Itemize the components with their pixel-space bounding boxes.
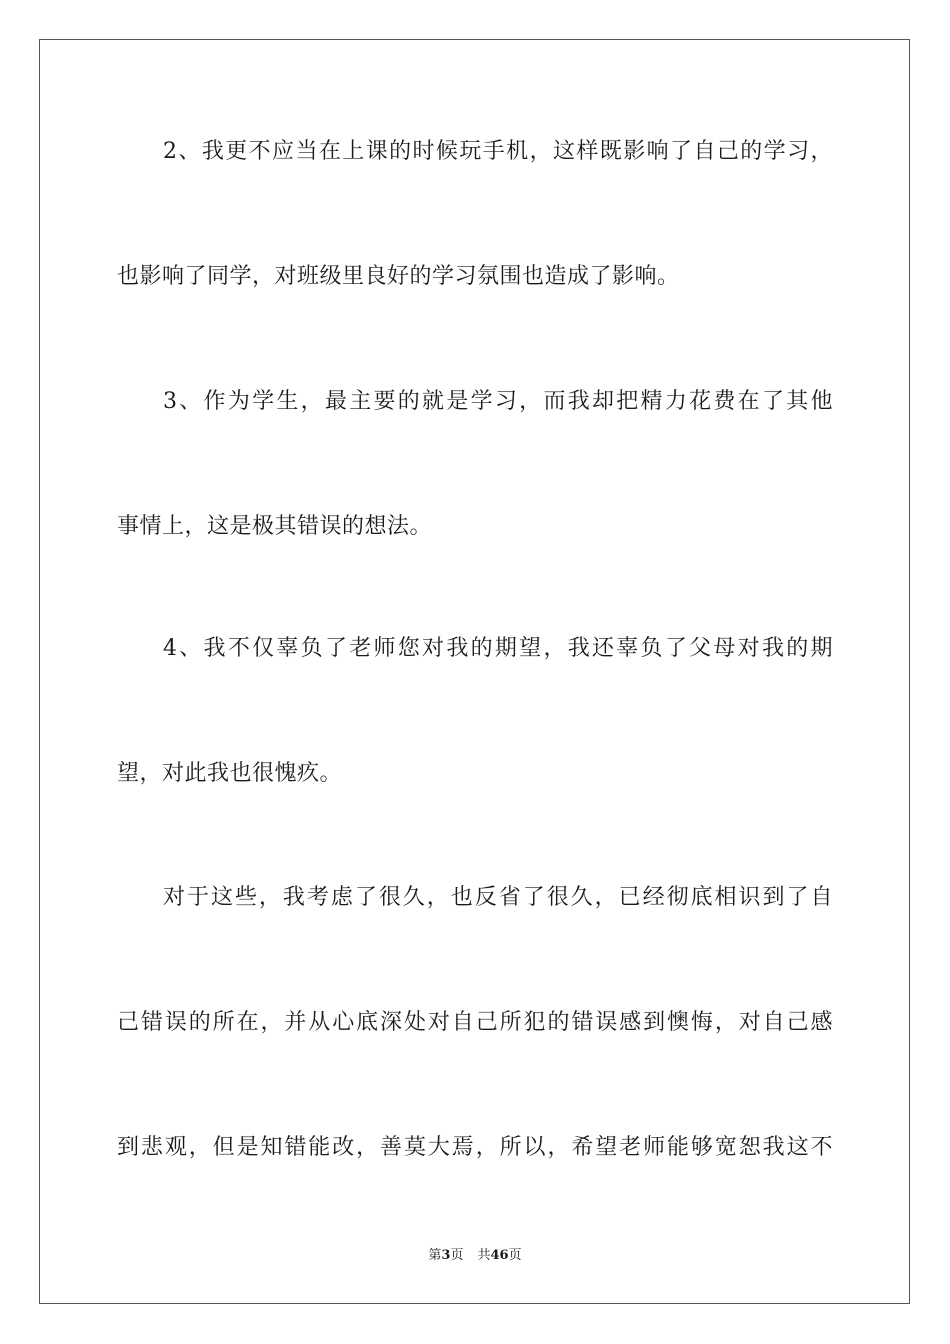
- paragraph-line: 4、我不仅辜负了老师您对我的期望，我还辜负了父母对我的期: [163, 636, 833, 661]
- footer-page-prefix: 第: [428, 1248, 442, 1263]
- paragraph-line: 3、作为学生，最主要的就是学习，而我却把精力花费在了其他: [163, 389, 833, 414]
- footer-total-prefix: 共: [477, 1248, 491, 1263]
- paragraph-line: 到悲观，但是知错能改，善莫大焉，所以，希望老师能够宽恕我这不: [117, 1135, 833, 1160]
- paragraph-line: 对于这些，我考虑了很久，也反省了很久，已经彻底相识到了自: [163, 885, 833, 910]
- page-footer: [0, 1247, 950, 1265]
- footer-total-pages: 46: [490, 1248, 509, 1263]
- footer-total-suffix: 页: [508, 1248, 522, 1263]
- paragraph-line: 2、我更不应当在上课的时候玩手机，这样既影响了自己的学习，: [163, 139, 833, 164]
- footer-page-number: 3: [441, 1248, 451, 1263]
- footer-page-suffix: 页: [450, 1248, 464, 1263]
- paragraph-line: 事情上，这是极其错误的想法。: [117, 514, 433, 539]
- paragraph-line: 望，对此我也很愧疚。: [117, 761, 343, 786]
- paragraph-line: 也影响了同学，对班级里良好的学习氛围也造成了影响。: [117, 264, 680, 289]
- page-border: [39, 39, 910, 1304]
- paragraph-line: 己错误的所在，并从心底深处对自己所犯的错误感到懊悔，对自己感: [117, 1010, 833, 1035]
